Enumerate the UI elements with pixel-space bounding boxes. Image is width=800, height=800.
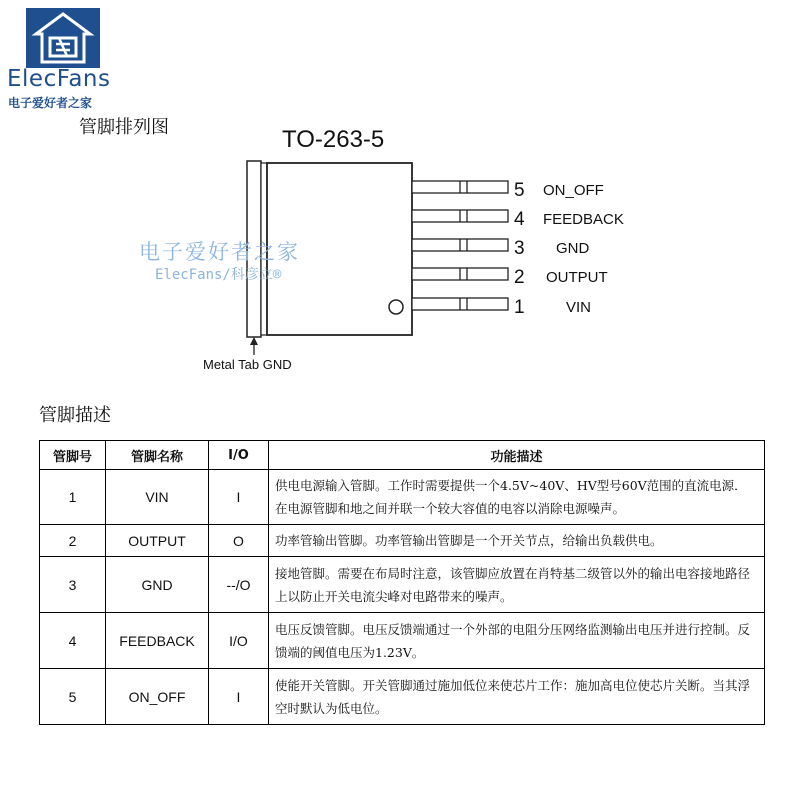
pin-description-heading: 管脚描述	[39, 405, 111, 426]
house-logo-icon	[26, 8, 100, 68]
pin-number: 4	[514, 209, 525, 230]
pin-name-cell: VIN	[106, 470, 209, 525]
pin-name-cell: FEEDBACK	[106, 613, 209, 669]
pin1-marker	[389, 300, 403, 314]
metal-tab-label: Metal Tab GND	[203, 357, 292, 372]
table-row	[40, 557, 765, 613]
logo-tagline: 电子爱好者之家	[8, 96, 93, 110]
elecfans-logo	[26, 8, 100, 68]
pin-number: 1	[514, 297, 525, 318]
table-row	[40, 525, 765, 557]
pin-number-cell: 1	[40, 470, 106, 525]
watermark-en: ElecFans/科彦立®	[155, 267, 282, 283]
table-row	[40, 613, 765, 669]
pin-label: ON_OFF	[543, 182, 604, 199]
pin-number: 5	[514, 180, 525, 201]
pin-number-cell: 3	[40, 557, 106, 613]
package-name: TO-263-5	[282, 126, 385, 153]
column-header: I/O	[209, 441, 269, 470]
pin-io-cell: I/O	[209, 613, 269, 669]
pin-name-cell: GND	[106, 557, 209, 613]
pin-label: FEEDBACK	[543, 211, 624, 228]
logo-brand: ElecFans	[7, 66, 111, 92]
pin-number-cell: 4	[40, 613, 106, 669]
pin-name-cell: OUTPUT	[106, 525, 209, 557]
pinout-heading: 管脚排列图	[79, 117, 169, 138]
pin-desc-cell: 功率管输出管脚。功率管输出管脚是一个开关节点，给输出负载供电。	[269, 525, 765, 557]
pin-desc-cell: 电压反馈管脚。电压反馈端通过一个外部的电阻分压网络监测输出电压并进行控制。反馈端的阈值电压为1.23V。	[269, 613, 765, 669]
column-header: 管脚号	[40, 441, 106, 470]
pin-io-cell: I	[209, 669, 269, 725]
watermark-cn: 电子爱好者之家	[139, 240, 300, 264]
pin-io-cell: O	[209, 525, 269, 557]
pin-number: 2	[514, 267, 525, 288]
table-row	[40, 470, 765, 525]
pin-description-table	[39, 440, 765, 725]
pin-io-cell: --/O	[209, 557, 269, 613]
pin-label: VIN	[566, 299, 592, 316]
pin-label: OUTPUT	[546, 269, 608, 286]
column-header: 管脚名称	[106, 441, 209, 470]
pin-desc-cell: 接地管脚。需要在布局时注意，该管脚应放置在肖特基二级管以外的输出电容接地路径上以防止开关电流尖峰对电路带来的噪声。	[269, 557, 765, 613]
pin-name-cell: ON_OFF	[106, 669, 209, 725]
pin-desc-cell: 供电电源输入管脚。工作时需要提供一个4.5V~40V、HV型号60V范围的直流电源．在电源管脚和地之间并联一个较大容值的电容以消除电源噪声。	[269, 470, 765, 525]
pin-number-cell: 5	[40, 669, 106, 725]
table-row	[40, 669, 765, 725]
pin-number-cell: 2	[40, 525, 106, 557]
tab-arrow-icon	[250, 337, 258, 345]
pin-desc-cell: 使能开关管脚。开关管脚通过施加低位来使芯片工作：施加高电位使芯片关断。当其浮空时默认为低电位。	[269, 669, 765, 725]
pin-io-cell: I	[209, 470, 269, 525]
pin-number: 3	[514, 238, 525, 259]
column-header: 功能描述	[269, 441, 765, 470]
pin-label: GND	[556, 240, 590, 257]
table-header-row	[40, 441, 765, 470]
